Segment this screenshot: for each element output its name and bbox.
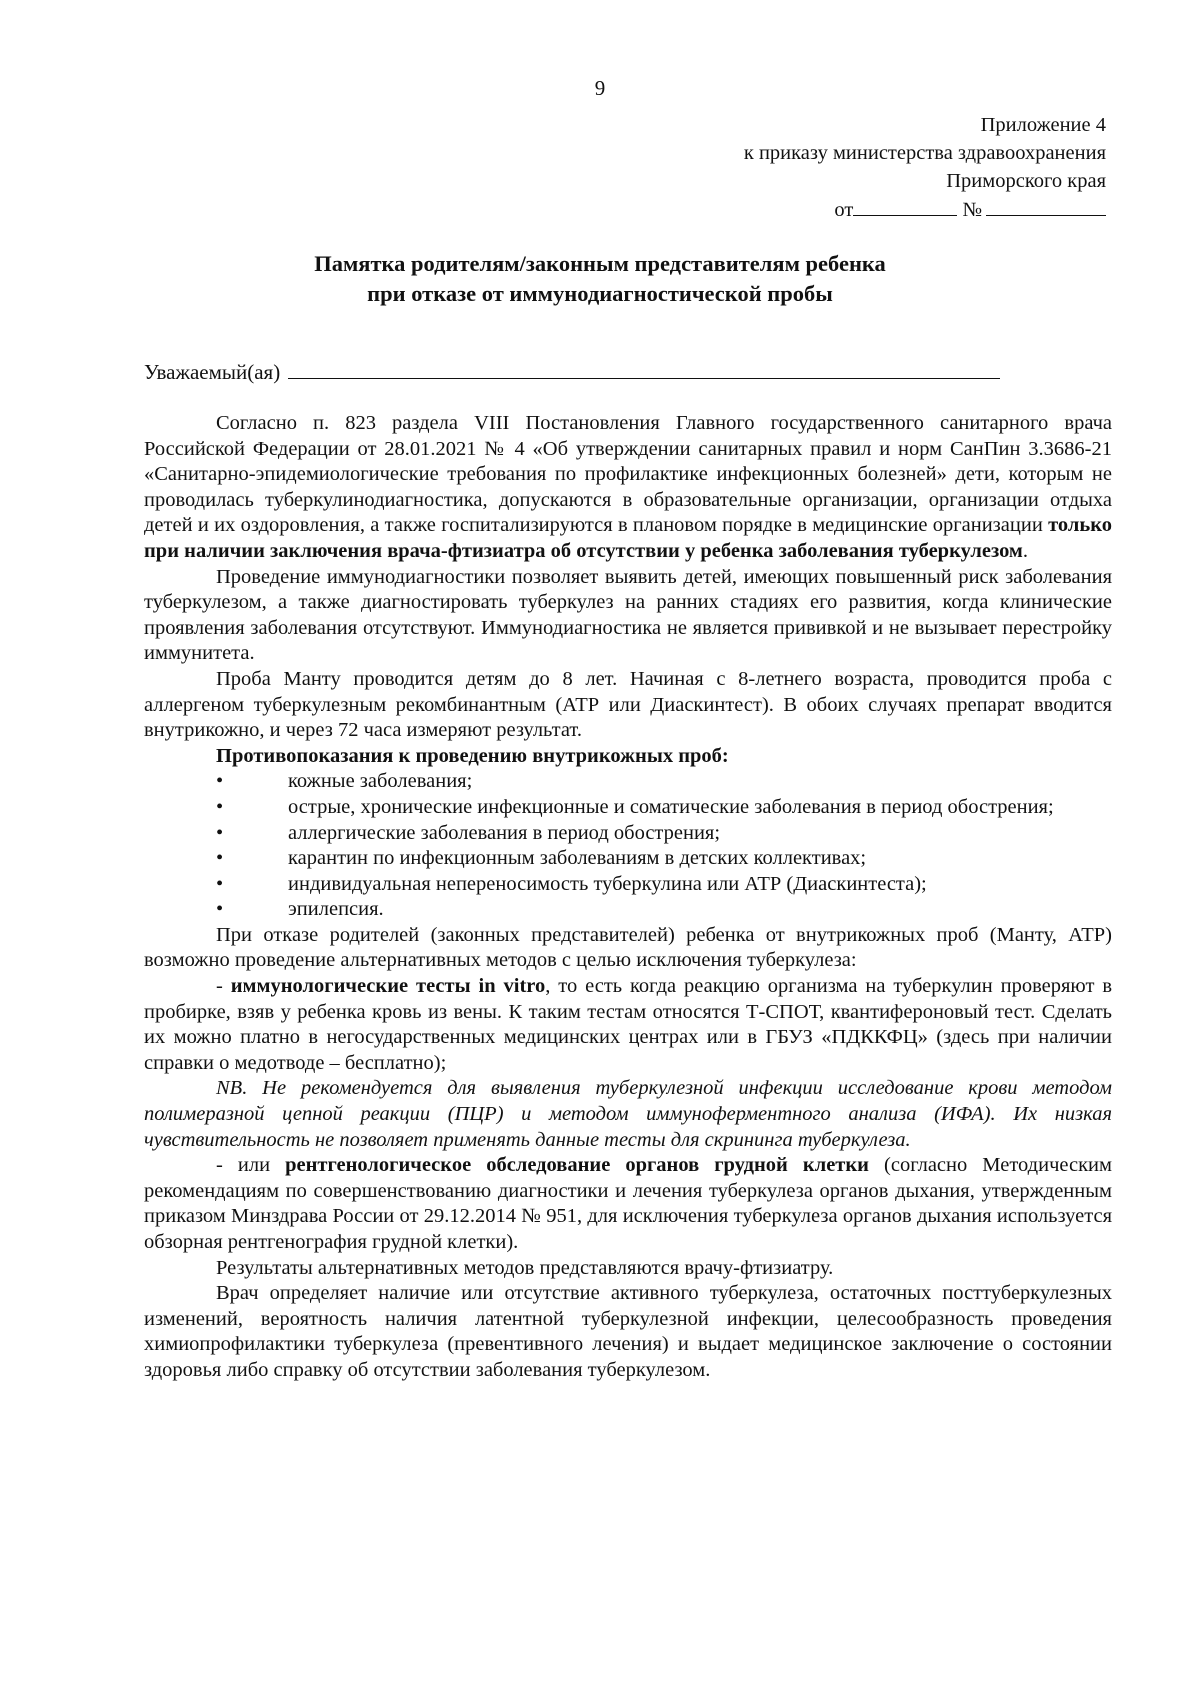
paragraph-text: Согласно п. 823 раздела VIII Постановления Главного государственного санитарного врача Российской Федерации от 28.01.2021 № 4 «Об утверждении санитарных правил и норм СанПин 3.3686-21 «Санитарно-эпидемиологические требования по профилактике инфекционных болезней» дети, которым не проводилась туберкулинодиагностика, допускаются в образовательные организации, организации отдыха детей и их оздоровления, а также госпитализируются в плановом порядке в медицинские организации	[144, 412, 1112, 537]
appendix-header	[466, 111, 1106, 224]
list-item-text: карантин по инфекционным заболеваниям в детских коллективах;	[288, 847, 867, 870]
list-item-text: острые, хронические инфекционные и соматические заболевания в период обострения;	[288, 795, 1054, 818]
paragraph-refusal-alternatives: При отказе родителей (законных представителей) ребенка от внутрикожных проб (Манту, АТР) возможно проведение альтернативных методов с целью исключения туберкулеза:	[144, 923, 1112, 972]
bullet-icon: •	[216, 795, 224, 818]
list-item	[144, 897, 1112, 923]
paragraph-emphasis: только при наличии заключения врача-фтизиатра об отсутствии у ребенка заболевания туберкулезом	[144, 514, 1112, 562]
paragraph-emphasis: иммунологические тесты in vitro	[230, 975, 546, 998]
paragraph-immunodiagnostics: Проведение иммунодиагностики позволяет выявить детей, имеющих повышенный риск заболевания туберкулезом, а также диагностировать туберкулез на ранних стадиях его развития, когда клинические проявления заболевания отсутствуют. Иммунодиагностика не является прививкой и не вызывает перестройку иммунитета.	[144, 565, 1112, 665]
number-prefix: №	[962, 199, 982, 221]
list-item	[144, 821, 1112, 847]
list-item	[144, 846, 1112, 872]
paragraph-xray	[144, 1153, 1112, 1255]
recipient-name-blank	[288, 356, 1000, 379]
paragraph-results: Результаты альтернативных методов представляются врачу-фтизиатру.	[216, 1256, 834, 1279]
paragraph-prefix: -	[216, 975, 231, 998]
appendix-region: Приморского края	[946, 170, 1106, 192]
appendix-title: Приложение 4	[980, 114, 1106, 136]
page-number: 9	[594, 76, 606, 100]
list-item-text: эпилепсия.	[288, 898, 384, 921]
paragraph-prefix: - или	[216, 1154, 286, 1177]
title-line-2: при отказе от иммунодиагностической пробы	[367, 281, 833, 306]
paragraph-text: , то есть когда реакцию организма на туберкулин проверяют в пробирке, взяв у ребенка кровь из вены. К таким тестам относятся Т-СПОТ, квантифероновый тест. Сделать их можно платно в негосударственных медицинских центрах или в ГБУЗ «ПДККФЦ» (здесь при наличии справки о медотводе – бесплатно);	[144, 975, 1113, 1074]
paragraph-nb-note: NB. Не рекомендуется для выявления туберкулезной инфекции исследование крови методом полимеразной цепной реакции (ПЦР) и методом иммуноферментного анализа (ИФА). Их низкая чувствительность не позволяет применять данные тесты для скрининга туберкулеза.	[144, 1077, 1112, 1151]
greeting-line	[144, 356, 1000, 385]
appendix-order-reference: к приказу министерства здравоохранения	[743, 142, 1106, 164]
bullet-icon: •	[216, 821, 224, 844]
bullet-icon: •	[216, 898, 224, 921]
greeting-text: Уважаемый(ая)	[144, 360, 281, 384]
contraindications-list	[144, 769, 1112, 923]
date-blank-field	[853, 195, 957, 216]
bullet-icon: •	[216, 872, 224, 895]
contraindications-heading: Противопоказания к проведению внутрикожных проб:	[216, 744, 729, 767]
paragraph-mantoux: Проба Манту проводится детям до 8 лет. Начиная с 8-летнего возраста, проводится проба с аллергеном туберкулезным рекомбинантным (АТР или Диаскинтест). В обоих случаях препарат вводится внутрикожно, и через 72 часа измеряют результат.	[144, 667, 1112, 742]
document-title	[0, 249, 1200, 309]
paragraph-legal-basis	[144, 411, 1112, 565]
paragraph-end: .	[1022, 539, 1029, 562]
paragraph-text: (согласно Методическим рекомендациям по совершенствованию диагностики и лечения туберкулеза органов дыхания, утвержденным приказом Минздрава России от 29.12.2014 № 951, для исключения туберкулеза органов дыхания используется обзорная рентгенография грудной клетки).	[144, 1154, 1112, 1253]
list-item	[144, 795, 1112, 821]
bullet-icon: •	[216, 770, 224, 793]
document-body	[144, 411, 1112, 1384]
list-item-text: аллергические заболевания в период обострения;	[288, 821, 721, 844]
title-line-1: Памятка родителям/законным представителям ребенка	[314, 251, 886, 276]
appendix-date-number-line	[466, 195, 1106, 224]
bullet-icon: •	[216, 847, 224, 870]
date-prefix: от	[834, 199, 854, 221]
list-item	[144, 872, 1112, 898]
paragraph-in-vitro-tests	[144, 974, 1112, 1076]
number-blank-field	[986, 195, 1106, 216]
list-item-text: индивидуальная непереносимость туберкулина или АТР (Диаскинтеста);	[288, 872, 927, 895]
list-item-text: кожные заболевания;	[288, 770, 473, 793]
paragraph-doctor-conclusion: Врач определяет наличие или отсутствие активного туберкулеза, остаточных посттуберкулезных изменений, вероятность наличия латентной туберкулезной инфекции, целесообразность проведения химиопрофилактики туберкулеза (превентивного лечения) и выдает медицинское заключение о состоянии здоровья либо справку об отсутствии заболевания туберкулезом.	[144, 1282, 1112, 1381]
list-item	[144, 769, 1112, 795]
paragraph-emphasis: рентгенологическое обследование органов грудной клетки	[285, 1154, 869, 1177]
